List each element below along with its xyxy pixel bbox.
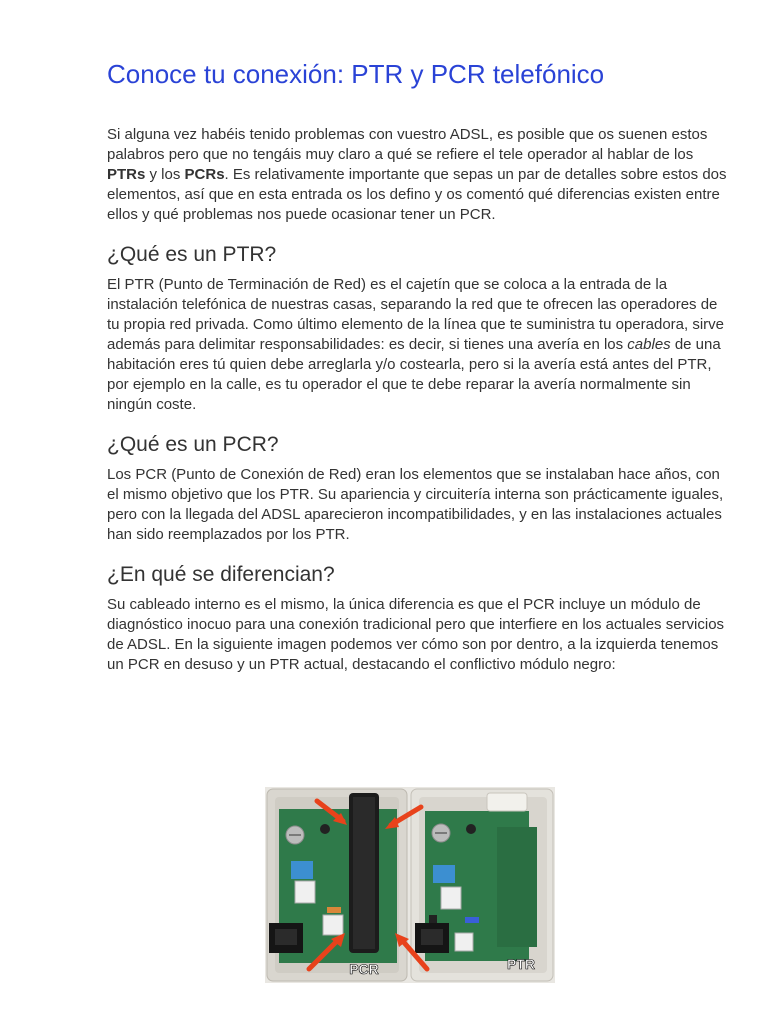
- pcr-ptr-illustration: [265, 787, 555, 983]
- label-pcr: PCR: [349, 961, 379, 977]
- ptr-text-2: de una habitación eres tú quien debe arreglarla y/o costearla, pero si la avería está antes del PTR, por ejemplo en la calle, es tu operador el que te debe reparar la avería normalmente sin ningún coste.: [107, 336, 721, 413]
- intro-text-1: Si alguna vez habéis tenido problemas con vuestro ADSL, es posible que os suenen estos palabros pero que no tengáis muy claro a qué se refiere el tele operador al hablar de los: [107, 126, 708, 163]
- pcr-paragraph: Los PCR (Punto de Conexión de Red) eran los elementos que se instalaban hace años, con el mismo objetivo que los PTR. Su apariencia y circuitería interna son prácticamente iguales, pero con la llegada del ADSL aparecieron incompatibilidades, y en las instalaciones actuales han sido reemplazados por los PTR.: [107, 466, 724, 543]
- ptr-text-1: El PTR (Punto de Terminación de Red) es el cajetín que se coloca a la entrada de la instalación telefónica de nuestras casas, separando la red que te ofrecen las operadores de tu propia red privada. Como último elemento de la línea que te suministra tu operadora, sirve además para delimitar responsabilidades: es decir, si tienes una avería en los: [107, 276, 724, 353]
- intro-text-3: . Es relativamente importante que sepas un par de detalles sobre estos dos elementos, así que en esta entrada os los defino y os comentó qué diferencias existen entre ellos y qué problemas nos puede ocasionar tener un PCR.: [107, 166, 727, 223]
- intro-text-2: y los: [145, 166, 185, 183]
- article: [107, 56, 727, 691]
- ptr-paragraph: [107, 275, 727, 415]
- intro-bold-pcrs: PCRs: [184, 166, 225, 183]
- label-ptr: PTR: [507, 956, 535, 972]
- ptr-emphasis-cables: cables: [627, 336, 671, 353]
- heading-pcr: ¿Qué es un PCR?: [107, 433, 279, 456]
- heading-differences: ¿En qué se diferencian?: [107, 563, 335, 586]
- differences-paragraph: Su cableado interno es el mismo, la única diferencia es que el PCR incluye un módulo de diagnóstico inocuo para una conexión tradicional pero que interfiere en los actuales servicios de ADSL. En la siguiente imagen podemos ver cómo son por dentro, a la izquierda tenemos un PCR en desuso y un PTR actual, destacando el conflictivo módulo negro:: [107, 596, 725, 673]
- heading-ptr: ¿Qué es un PTR?: [107, 243, 277, 266]
- pcr-ptr-photo: [265, 787, 555, 983]
- intro-bold-ptrs: PTRs: [107, 166, 146, 183]
- article-title: Conoce tu conexión: PTR y PCR telefónico: [107, 59, 605, 89]
- intro-paragraph: [107, 125, 727, 225]
